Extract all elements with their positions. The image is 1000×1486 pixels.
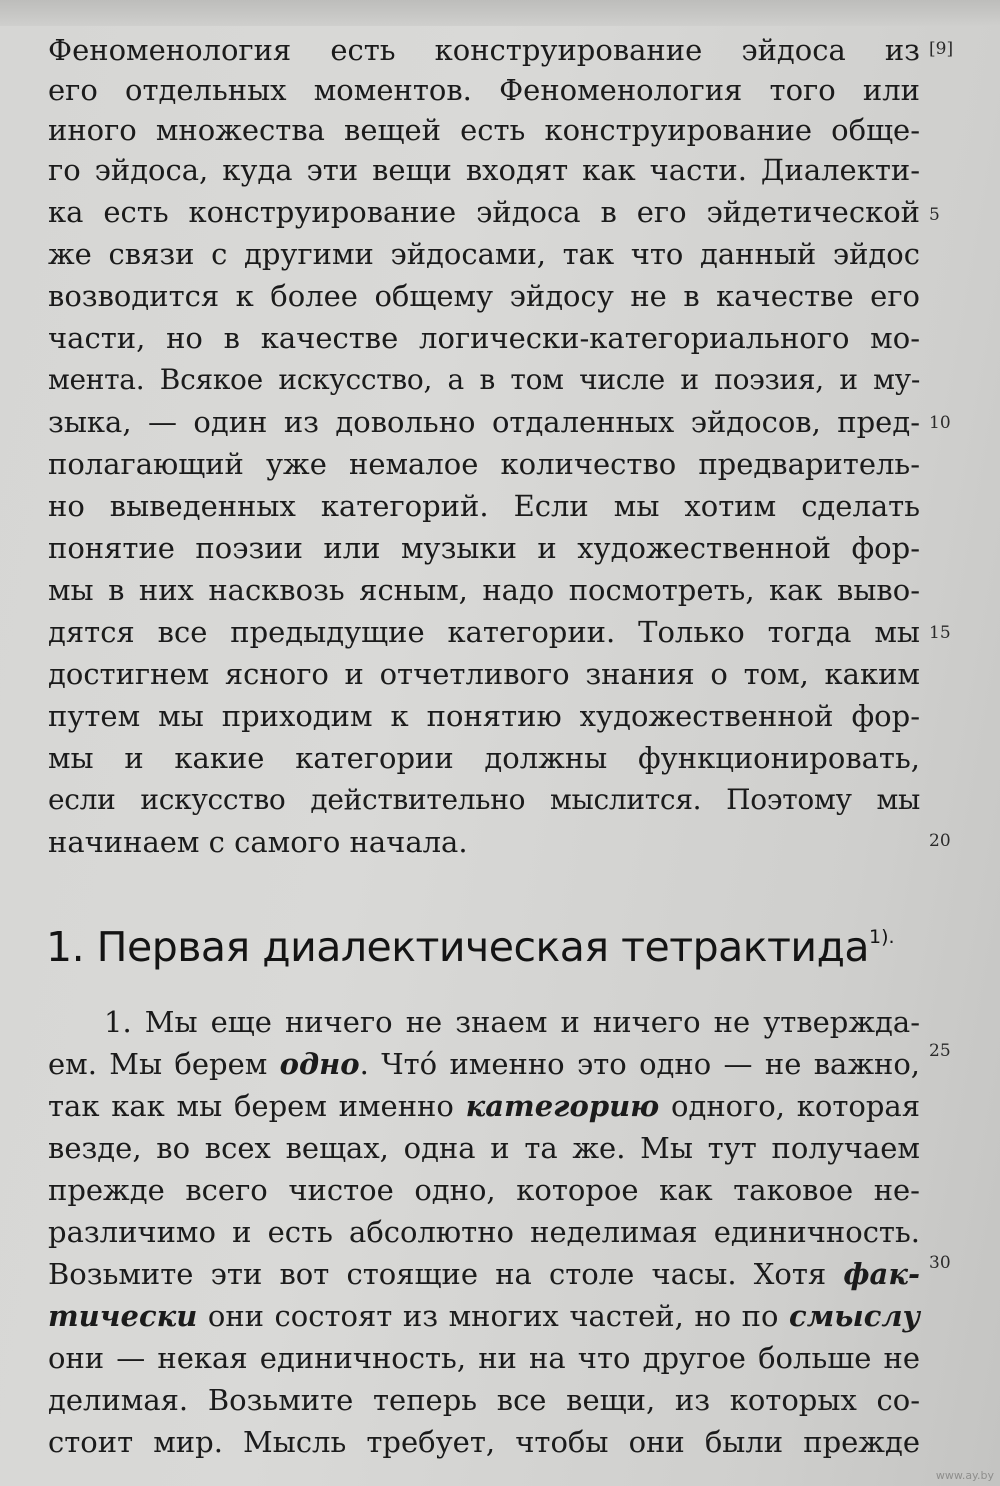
text-line: делимая. Возьмите теперь все вещи, из которых со- [48, 1383, 920, 1417]
text-line: понятие поэзии или музыки и художественной фор- [48, 531, 920, 565]
emphasis: фак- [843, 1257, 920, 1291]
line-number: 15 [929, 623, 951, 643]
text-line: 1. Мы еще ничего не знаем и ничего не утвержда- [104, 1005, 920, 1039]
text-line: различимо и есть абсолютно неделимая единичность. [48, 1215, 920, 1249]
text-line: дятся все предыдущие категории. Только тогда мы [48, 615, 920, 649]
text-line: Феноменология есть конструирование эйдоса из [48, 33, 920, 67]
text-line: стоит мир. Мысль требует, чтобы они были прежде [48, 1425, 920, 1459]
text-line: везде, во всех вещах, одна и та же. Мы тут получаем [48, 1131, 920, 1165]
text-line: ем. Мы берем одно. Чтó именно это одно — не важно, [48, 1047, 920, 1081]
text-line: иного множества вещей есть конструирование обще- [48, 113, 920, 147]
section-heading [46, 912, 895, 972]
footnote-marker: 1). [869, 926, 895, 948]
emphasis: одно [279, 1047, 360, 1081]
text-line: мы в них насквозь ясным, надо посмотреть, как выво- [48, 573, 920, 607]
line-number: 30 [929, 1253, 951, 1273]
line-number: 25 [929, 1041, 951, 1061]
watermark: www.ay.by [935, 1469, 994, 1482]
text-line: его отдельных моментов. Феноменология того или [48, 73, 920, 107]
text-line: но выведенных категорий. Если мы хотим сделать [48, 489, 920, 523]
text-line: полагающий уже немалое количество предваритель- [48, 447, 920, 481]
line-number: 20 [929, 831, 951, 851]
text-line: достигнем ясного и отчетливого знания о том, каким [48, 657, 920, 691]
line-number: 5 [929, 205, 940, 225]
heading-text: 1. Первая диалектическая тетрактида [46, 923, 870, 971]
text-line: если искусство действительно мыслится. Поэтому мы [48, 783, 920, 816]
text-line: прежде всего чистое одно, которое как таковое не- [48, 1173, 920, 1207]
text-line: тически они состоят из многих частей, но по смыслу [48, 1299, 920, 1333]
text-line: они — некая единичность, ни на что другое больше не [48, 1341, 920, 1375]
text-line: Возьмите эти вот стоящие на столе часы. Хотя фак- [48, 1257, 920, 1291]
line-number: 10 [929, 413, 951, 433]
text-line: возводится к более общему эйдосу не в качестве его [48, 279, 920, 313]
text-line: го эйдоса, куда эти вещи входят как части. Диалекти- [48, 153, 920, 187]
emphasis: категорию [465, 1089, 660, 1123]
page-reference: [9] [929, 39, 954, 59]
text-line: так как мы берем именно категорию одного, которая [48, 1089, 921, 1123]
text-line: ка есть конструирование эйдоса в его эйдетической [48, 195, 920, 229]
bleed-through-edge [0, 0, 1000, 26]
text-line: же связи с другими эйдосами, так что данный эйдос [48, 237, 920, 271]
text-line: зыка, — один из довольно отдаленных эйдосов, пред- [48, 405, 920, 439]
emphasis: смыслу [789, 1299, 920, 1333]
text-line: мента. Всякое искусство, а в том числе и поэзия, и му- [48, 363, 920, 396]
text-line: мы и какие категории должны функционировать, [48, 741, 920, 775]
text-line: путем мы приходим к понятию художественной фор- [48, 699, 920, 733]
text-line: части, но в качестве логически-категориального мо- [48, 321, 920, 355]
emphasis: тически [48, 1299, 198, 1333]
text-line: начинаем с самого начала. [48, 825, 468, 859]
